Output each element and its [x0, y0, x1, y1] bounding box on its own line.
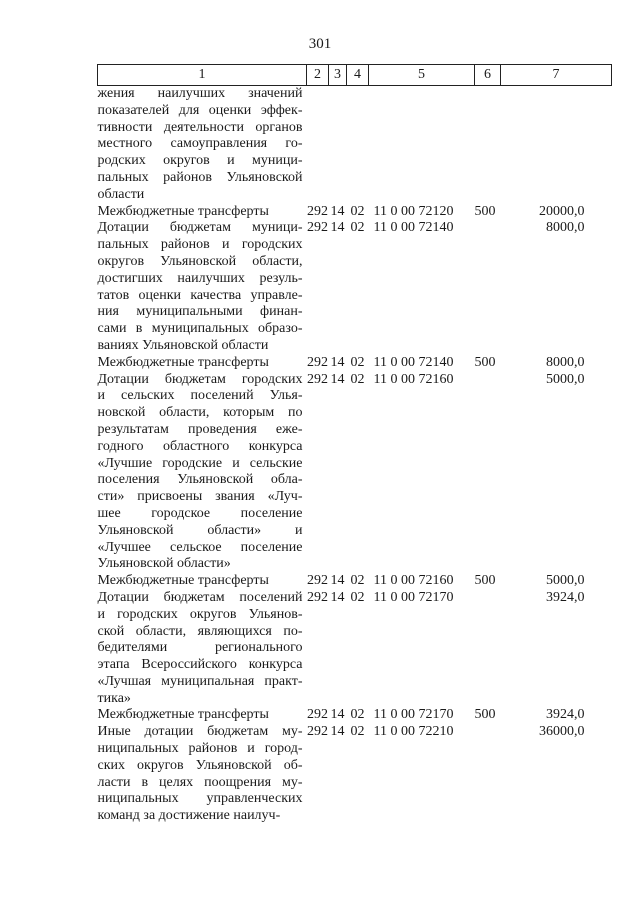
description-line: показателей для оценки эффек-	[97, 102, 303, 118]
description-line: Межбюджетные трансферты	[97, 354, 269, 370]
row-description	[98, 573, 307, 590]
cell-c6	[475, 220, 501, 354]
description-line: тика»	[97, 690, 131, 706]
row-description	[98, 590, 307, 708]
table-row	[98, 372, 612, 574]
cell-c5: 11 0 00 72140	[373, 220, 454, 236]
cell-c6: 500	[474, 203, 496, 219]
cell-c7: 8000,0	[546, 220, 585, 236]
description-line: ниципальных районов и город-	[97, 741, 303, 757]
cell-c2: 292	[307, 724, 328, 740]
description-line: Ульяновской области» и	[97, 522, 303, 538]
row-description	[98, 372, 307, 574]
cell-c6: 500	[474, 573, 496, 589]
table-row	[98, 220, 612, 354]
description-line: Иные дотации бюджетам му-	[97, 724, 303, 740]
description-line: Дотации бюджетам городских	[97, 371, 303, 387]
description-line: Ульяновской области»	[97, 556, 231, 572]
budget-table	[97, 64, 612, 825]
description-line: пальных районов Ульяновской	[97, 169, 303, 185]
cell-c4: 02	[350, 371, 365, 387]
cell-c4: 02	[350, 589, 365, 605]
description-line: и сельских поселений Улья-	[97, 388, 303, 404]
description-line: ских округов Ульяновской об-	[97, 757, 303, 773]
description-line: этапа Всероссийского конкурса	[97, 657, 303, 673]
column-header: 2	[307, 65, 329, 86]
description-line: годного областного конкурса	[97, 438, 303, 454]
description-line: бедителями регионального	[97, 640, 303, 656]
description-line: и городских округов Ульянов-	[97, 606, 303, 622]
description-line: тивности деятельности органов	[97, 119, 303, 135]
cell-c4: 02	[350, 220, 365, 236]
column-header: 7	[501, 65, 612, 86]
cell-c3: 14	[330, 589, 345, 605]
description-line: местного самоуправления го-	[97, 136, 303, 152]
description-line: новской области, которым по	[97, 405, 303, 421]
description-line: ской области, являющихся по-	[97, 623, 303, 639]
description-line: Межбюджетные трансферты	[97, 707, 269, 723]
description-line: ния муниципальными финан-	[97, 304, 303, 320]
table-header	[98, 65, 612, 86]
cell-c7: 20000,0	[539, 203, 585, 219]
cell-c7: 5000,0	[546, 371, 585, 387]
table-row	[98, 573, 612, 590]
row-description	[98, 707, 307, 724]
cell-c3: 14	[330, 707, 345, 723]
cell-c5: 11 0 00 72160	[373, 371, 454, 387]
description-line: достигших наилучших резуль-	[97, 270, 303, 286]
description-line: «Лучшая муниципальная практ-	[97, 673, 303, 689]
description-line: Дотации бюджетам муници-	[97, 220, 303, 236]
row-description	[98, 220, 307, 354]
cell-c6	[475, 86, 501, 204]
cell-c5: 11 0 00 72160	[373, 573, 454, 589]
cell-c7: 8000,0	[546, 354, 585, 370]
table-row	[98, 204, 612, 221]
cell-c4: 02	[350, 724, 365, 740]
description-line: ваниях Ульяновской области	[97, 337, 269, 353]
row-description	[98, 86, 307, 204]
cell-c7: 5000,0	[546, 573, 585, 589]
cell-c5: 11 0 00 72120	[373, 203, 454, 219]
cell-c3	[329, 86, 347, 204]
description-line: Межбюджетные трансферты	[97, 203, 269, 219]
description-line: поселения Ульяновской обла-	[97, 472, 303, 488]
table-row	[98, 707, 612, 724]
description-line: результатам проведения еже-	[97, 421, 303, 437]
cell-c2: 292	[307, 589, 328, 605]
cell-c7: 3924,0	[546, 589, 585, 605]
table-row	[98, 86, 612, 204]
row-description	[98, 204, 307, 221]
cell-c7	[501, 86, 612, 204]
table-body	[98, 86, 612, 826]
cell-c2: 292	[307, 371, 328, 387]
description-line: ниципальных управленческих	[97, 791, 303, 807]
cell-c6	[475, 590, 501, 708]
column-header: 6	[475, 65, 501, 86]
cell-c5	[369, 86, 475, 204]
description-line: Дотации бюджетам поселений	[97, 589, 303, 605]
cell-c5: 11 0 00 72170	[373, 589, 454, 605]
row-description	[98, 355, 307, 372]
table-row	[98, 355, 612, 372]
cell-c3: 14	[330, 573, 345, 589]
page-number: 301	[308, 36, 332, 52]
column-header: 1	[98, 65, 307, 86]
cell-c5: 11 0 00 72210	[373, 724, 454, 740]
column-header: 5	[369, 65, 475, 86]
description-line: сти» присвоены звания «Луч-	[97, 489, 303, 505]
table-row	[98, 724, 612, 825]
cell-c2	[307, 86, 329, 204]
cell-c4	[347, 86, 369, 204]
cell-c3: 14	[330, 724, 345, 740]
description-line: области	[97, 186, 145, 202]
description-line: округов Ульяновской области,	[97, 253, 303, 269]
cell-c4: 02	[350, 573, 365, 589]
description-line: «Лучшее сельское поселение	[97, 539, 303, 555]
table-row	[98, 590, 612, 708]
description-line: Межбюджетные трансферты	[97, 573, 269, 589]
header-row	[98, 65, 612, 86]
cell-c4: 02	[350, 707, 365, 723]
cell-c2: 292	[307, 203, 328, 219]
cell-c3: 14	[330, 203, 345, 219]
column-header: 4	[347, 65, 369, 86]
cell-c5: 11 0 00 72140	[373, 354, 454, 370]
description-line: шее городское поселение	[97, 505, 303, 521]
cell-c2: 292	[307, 707, 328, 723]
description-line: татов оценки качества управле-	[97, 287, 303, 303]
cell-c6	[475, 372, 501, 574]
description-line: сами в муниципальных образо-	[97, 321, 303, 337]
description-line: родских округов и муници-	[97, 153, 303, 169]
cell-c6: 500	[474, 354, 496, 370]
description-line: команд за достижение наилуч-	[97, 808, 281, 824]
cell-c5: 11 0 00 72170	[373, 707, 454, 723]
cell-c2: 292	[307, 220, 328, 236]
cell-c6	[475, 724, 501, 825]
description-line: жения наилучших значений	[97, 86, 303, 101]
description-line: пальных районов и городских	[97, 237, 303, 253]
cell-c2: 292	[307, 354, 328, 370]
cell-c7: 36000,0	[539, 724, 585, 740]
description-line: «Лучшие городские и сельские	[97, 455, 303, 471]
cell-c3: 14	[330, 371, 345, 387]
column-header: 3	[329, 65, 347, 86]
cell-c4: 02	[350, 203, 365, 219]
cell-c4: 02	[350, 354, 365, 370]
row-description	[98, 724, 307, 825]
description-line: ласти в целях поощрения му-	[97, 774, 303, 790]
cell-c3: 14	[330, 220, 345, 236]
cell-c7: 3924,0	[546, 707, 585, 723]
cell-c6: 500	[474, 707, 496, 723]
cell-c3: 14	[330, 354, 345, 370]
cell-c2: 292	[307, 573, 328, 589]
